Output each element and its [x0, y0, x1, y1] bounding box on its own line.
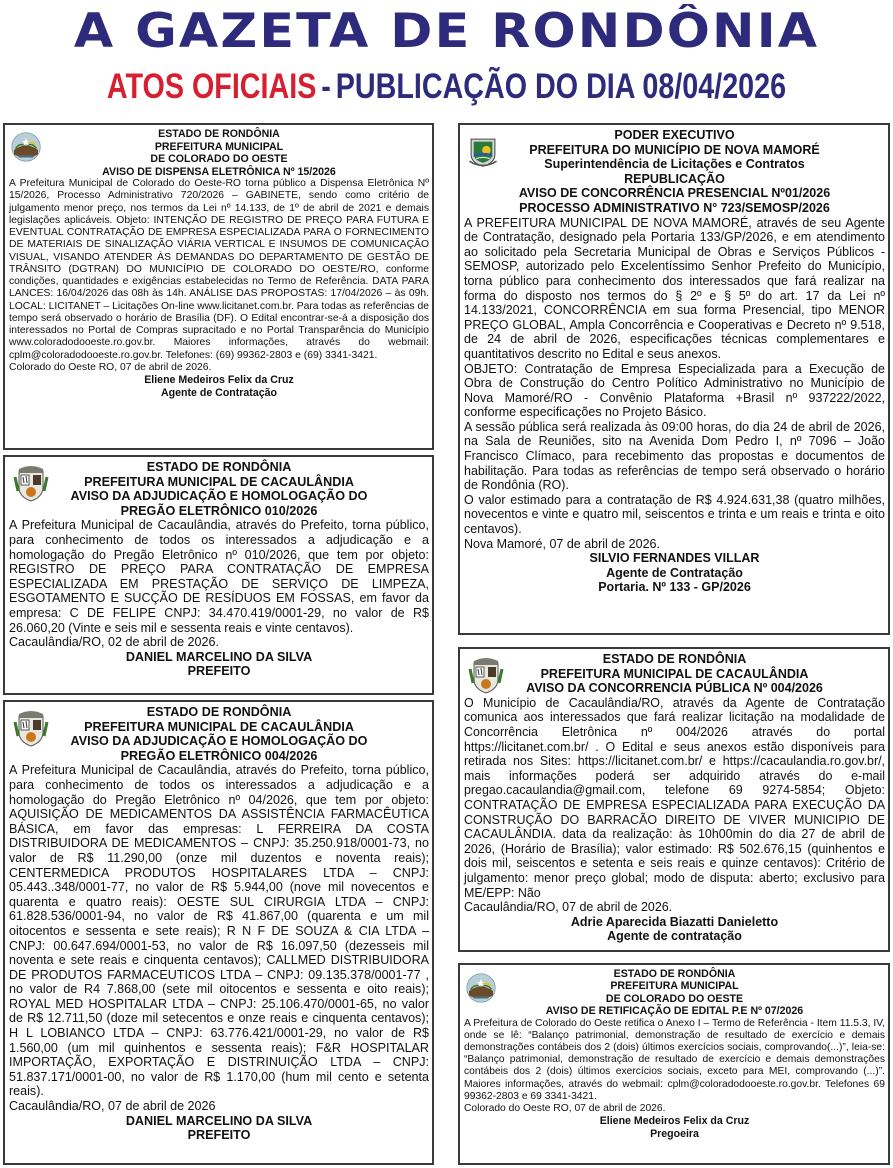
- signature-block: [464, 551, 885, 595]
- notice-date: Cacaulândia/RO, 07 de abril de 2026.: [464, 900, 673, 915]
- body-paragraph: A Prefeitura de Colorado do Oeste retifica o Anexo I – Termo de Referência - Item 11.5.3, IV, onde se lê: “Balanço patrimonial, demonstração de resultado de exercício e demais demonstrações contábeis dos 2 (dois) últimos exercícios sociais, comprovando(...)”, leia-se: “Balanço patrimonial, demonstração de resultado de exercício e demais demonstrações contábeis dos 2 (dois) últimos exercícios sociais, exceto para MEI, comprovando (...)”. Maiores informações, através do webmail: cplm@coloradodooeste.ro.gov.br. Telefones 69 99362-2803 e 69 3341-3421.: [464, 1017, 885, 1102]
- notice-title: PREGÃO ELETRÔNICO 004/2026: [120, 748, 318, 763]
- signatory-role: Agente de Contratação: [161, 386, 277, 399]
- signature-block: [9, 374, 429, 399]
- notice-date: Nova Mamoré, 07 de abril de 2026.: [464, 536, 660, 551]
- signatory-name: Adrie Aparecida Biazatti Danieletto: [570, 914, 779, 929]
- heading-line: ESTADO DE RONDÔNIA: [146, 460, 292, 474]
- body-paragraph: A PREFEITURA MUNICIPAL DE NOVA MAMORÉ, através de seu Agente de Contratação, designado pela Portaria 133/GP/2026, e em atendimento ao solicitado pela Secretaria Municipal de Obras e Serviços Públicos - SEMOSP, autorizado pelo Excelentíssimo Senhor Prefeito do Município, torna público para conhecimento dos interessados que fará realizar na forma do disposto nos termos do § 2º e § 5º do art. 17 da Lei nº 14.133/2021, CONCORRÊNCIA em sua forma Presencial, tipo MENOR PREÇO GLOBAL, Ampla Concorrência e Cooperativas e Decreto nº 9.518, de 24 de abril de 2026, especificações técnicas complementares e quantitativos descrito no Edital e seus anexos.: [464, 215, 885, 361]
- body-paragraph: A Prefeitura Municipal de Colorado do Oeste-RO torna público a Dispensa Eletrônica Nº 15/2026, Processo Administrativo 720/2026 – GABINETE, sendo como critério de julgamento menor preço, nos termos da Lei nº 14.133, de 1º de abril de 2021 e demais legislações aplicáveis. Objeto: INTENÇÃO DE REGISTRO DE PREÇO PARA FUTURA E EVENTUAL CONTRATAÇÃO DE EMPRESA ESPECIALIZADA PARA O FORNECIMENTO DE MATERIAIS DE SINALIZAÇÃO VIÁRIA VERTICAL E INSUMOS DE COMUNICAÇÃO VISUAL, VISANDO ATENDER ÀS DEMANDAS DO DEPARTAMENTO DE GESTÃO DE TRÂNSITO (DGTRAN) DO MUNICÍPIO DE COLORADO DO OESTE/RO, conforme condições, quantidades e exigências estabelecidas no Termo de Referência. DATA PARA LANCES: 16/04/2026 das 08h às 14h. ANÁLISE DAS PROPOSTAS: 17/04/2026 – às 09h. LOCAL: LICITANET – Licitações On-line www.licitanet.com.br. Para todas as referências de tempo será observado o horário de Brasília (DF). O Edital encontrar-se-á a disposição dos interessados no Portal de Compras supracitado e no Portal Transparência do Município www.coloradodooeste.ro.gov.br. Maiores informações, através do webmail: cplm@coloradodooeste.ro.gov.br. Telefones: (69) 99362-2803 e (69) 3341-3421.: [9, 178, 429, 361]
- section-label: ATOS OFICIAIS: [106, 67, 317, 106]
- signatory-role: PREFEITO: [187, 664, 251, 679]
- heading-line: PREFEITURA MUNICIPAL DE CACAULÂNDIA: [84, 474, 354, 489]
- heading-line: PREFEITURA MUNICIPAL DE CACAULÂNDIA: [84, 719, 354, 734]
- body-paragraph: O Município de Cacaulândia/RO, através da Agente de Contratação comunica aos interessados que fará realizar licitação na modalidade de Concorrência Eletrônica nº 004/2026 através do portal https://licitanet.com.br/ . O Edital e seus anexos estão disponíveis para retirada nos Sites: https://licitanet.com.br/ e https://cacaulandia.ro.gov.br/, mais informações poderá ser adquirido através do e-mail pregao.cacaulandia@gmail.com, telefone 69 9274-5854; Objeto: CONTRATAÇÃO DE EMPRESA ESPECIALIZADA PARA EXECUÇÃO DA CONSTRUÇÃO DO BARRACÃO DIREITO DE VIVER MUNICIPIO DE CACAULÂNDIA. data da realização: às 10h00min do dia 27 de abril de 2026, (Horário de Brasília); valor estimado: R$ 502.676,15 (quinhentos e dois mil, seiscentos e setenta e seis reais e quinze centavos): Critério de julgamento: menor preço global; modo de disputa: aberto; exclusivo para ME/EPP: Não: [464, 695, 885, 900]
- notice-title: AVISO DE DISPENSA ELETRÔNICA Nº 15/2026: [102, 165, 336, 178]
- signatory-name: Eliene Medeiros Felix da Cruz: [144, 374, 294, 386]
- signature-block: [9, 1114, 429, 1143]
- signatory-role: Agente de Contratação: [606, 565, 743, 580]
- notice-title: AVISO DA CONCORRENCIA PÚBLICA Nº 004/2026: [526, 681, 823, 696]
- heading-line: PREFEITURA MUNICIPAL: [610, 980, 739, 993]
- body-paragraph: O valor estimado para a contratação de R$ 4.924.631,38 (quatro milhões, novecentos e vinte e quatro mil, seiscentos e trinta e um reais e trinta e oito centavos).: [464, 492, 885, 537]
- notice-body: [464, 216, 885, 552]
- notice-body: [9, 763, 429, 1113]
- heading-line: ESTADO DE RONDÔNIA: [146, 705, 292, 719]
- heading-line: DE COLORADO DO OESTE: [150, 153, 288, 165]
- cacaulandia-crest-icon: [11, 463, 51, 503]
- notice-heading: [9, 705, 429, 763]
- colorado-do-oeste-crest-icon: [11, 132, 41, 162]
- notice-homologacao-004: [3, 700, 434, 1165]
- heading-line: PREFEITURA MUNICIPAL DE CACAULÂNDIA: [540, 666, 809, 681]
- body-paragraph: A Prefeitura Municipal de Cacaulândia, através do Prefeito, torna público, para conhecimento de todos os interessados a adjudicação e a homologação do Pregão Eletrônico nº 010/2026, que tem por objeto: REGISTRO DE PREÇO PARA CONTRATAÇÃO DE EMPRESA ESPECIALIZADA EM PRESTAÇÃO DE SERVIÇO DE LIMPEZA, ESGOTAMENTO E SUCÇÃO DE RESÍDUOS EM FOSSAS, em favor da empresa: C DE FELIPE CNPJ: 34.470.419/0001-29, no valor de R$ 26.060,20 (Vinte e seis mil e sessenta reais e vinte centavos).: [9, 518, 429, 635]
- notice-title: PREGÃO ELETRÔNICO 010/2026: [120, 503, 318, 518]
- heading-line: ESTADO DE RONDÔNIA: [158, 128, 280, 140]
- body-paragraph: A sessão pública será realizada às 09:00 horas, do dia 24 de abril de 2026, na Sala de Reuniões, sito na Avenida Dom Pedro I, nº 7096 – João Francisco Clímaco, para recebimento das propostas e documentos de habilitação. Para todas as referências de tempo será observado o horário de Rondônia (RO).: [464, 419, 885, 493]
- signature-block: [464, 1115, 885, 1140]
- notice-heading: [9, 128, 429, 178]
- newspaper-title: A GAZETA DE RONDÔNIA: [73, 4, 820, 59]
- notice-date: Colorado do Oeste RO, 07 de abril de 2026.: [9, 361, 212, 373]
- separator: -: [321, 67, 331, 106]
- heading-line: ESTADO DE RONDÔNIA: [613, 968, 736, 980]
- signatory-name: Eliene Medeiros Felix da Cruz: [599, 1115, 750, 1128]
- heading-line: Superintendência de Licitações e Contratos: [544, 157, 805, 172]
- heading-line: PREFEITURA MUNICIPAL: [154, 140, 284, 153]
- notice-dispensa-colorado: [3, 123, 434, 450]
- signatory-ordinance: Portaria. Nº 133 - GP/2026: [598, 580, 751, 595]
- heading-line: DE COLORADO DO OESTE: [605, 992, 744, 1005]
- masthead: [0, 0, 893, 118]
- notice-heading: [464, 128, 885, 216]
- heading-line: PODER EXECUTIVO: [614, 128, 735, 142]
- notice-homologacao-010: [3, 455, 434, 695]
- notice-body: [464, 1018, 885, 1116]
- heading-line: AVISO DA ADJUDICAÇÃO E HOMOLOGAÇÃO DO: [70, 489, 368, 504]
- notice-date: Cacaulândia/RO, 02 de abril de 2026.: [9, 635, 219, 650]
- signature-block: [464, 915, 885, 944]
- notice-date: Cacaulândia/RO, 07 de abril de 2026: [9, 1099, 216, 1114]
- notice-date: Colorado do Oeste RO, 07 de abril de 2026.: [464, 1103, 666, 1115]
- body-paragraph: A Prefeitura Municipal de Cacaulândia, através do Prefeito, torna público, para conhecimento de todos os interessados a adjudicação e a homologação do Pregão Eletrônico nº 04/2026, que tem por objeto: AQUISIÇÃO DE MEDICAMENTOS DA ASSISTÊNCIA FARMACÊUTICA BÁSICA, em favor das empresas: L FERREIRA DA COSTA DISTRIBUIDORA DE MEDICAMENTOS – CNPJ: 35.250.918/0001-73, no valor de R$ 11.290,00 (onze mil duzentos e noventa reais); CENTERMEDICA PRODUTOS HOSPITALARES LTDA – CNPJ: 05.443..348/0001-77, no valor de R$ 5.944,00 (nove mil novecentos e quarenta e quatro reais): OESTE SUL CIRURGIA LTDA – CNPJ: 61.828.536/0001-94, no valor de R$ 41.867,00 (quarenta e um mil oitocentos e sessenta e sete reais); R N F DE SOUZA & CIA LTDA – CNPJ: 00.647.694/0001-53, no valor de R$ 16.097,50 (dezesseis mil noventa e sete reais e cinquenta centavos); CALLMED DISTRIBUIDORA DE PRODUTOS FARMACEUTICOS LTDA – CNPJ: 09.135.378/0001-77 , no valor de R4 7.868,00 (sete mil oitocentos e sessenta e oito reais); ROYAL MED HOSPITALAR LTDA – CNPJ: 25.106.470/0001-65, no valor de R$ 12.711,50 (doze mil setecentos e onze reais e cinquenta centavos); H L LOBIANCO LTDA – CNPJ: 63.776.421/0001-29, no valor de R$ 1.560,00 (um mil quinhentos e sessenta reais); F&R HOSPITALAR IMPORTAÇÃO, EXPORTAÇÃO E DISTRINUIÇÃO LTDA – CNPJ: 51.837.171/0001-00, no valor de R$ 1.170,00 (hum mil cento e setenta reais).: [9, 763, 429, 1099]
- signatory-role: PREFEITO: [187, 1128, 251, 1143]
- notice-heading: [464, 968, 885, 1018]
- body-paragraph: OBJETO: Contratação de Empresa Especializada para a Execução de Obra de Construção do Centro Político Administrativo no Município de Nova Mamoré/RO - Convênio Plataforma +Brasil nº 937222/2022, conforme especificações no Projeto Básico.: [464, 361, 885, 420]
- signatory-name: DANIEL MARCELINO DA SILVA: [125, 1113, 313, 1128]
- nova-mamore-crest-icon: [466, 133, 500, 169]
- notice-concorrencia-nova-mamore: [458, 123, 890, 635]
- publication-date: PUBLICAÇÃO DO DIA 08/04/2026: [335, 67, 787, 106]
- colorado-do-oeste-crest-icon: [466, 973, 496, 1003]
- notice-body: [9, 518, 429, 649]
- signatory-role: Agente de contratação: [607, 929, 742, 944]
- signature-block: [9, 650, 429, 679]
- notice-heading: [9, 460, 429, 518]
- signatory-role: Pregoeira: [650, 1127, 699, 1140]
- notice-process: PROCESSO ADMINISTRATIVO N° 723/SEMOSP/2026: [519, 200, 830, 215]
- notice-title: AVISO DE CONCORRÊNCIA PRESENCIAL Nº01/2026: [518, 186, 831, 201]
- notice-title: AVISO DE RETIFICAÇÃO DE EDITAL P.E Nº 07/2026: [545, 1005, 804, 1018]
- heading-line: PREFEITURA DO MUNICÍPIO DE NOVA MAMORÉ: [529, 142, 820, 157]
- signatory-name: DANIEL MARCELINO DA SILVA: [125, 649, 313, 664]
- signatory-name: SILVIO FERNANDES VILLAR: [589, 551, 760, 566]
- cacaulandia-crest-icon: [466, 655, 506, 695]
- notice-heading: [464, 652, 885, 696]
- publication-line: [80, 62, 812, 112]
- cacaulandia-crest-icon: [11, 708, 51, 748]
- heading-line: AVISO DA ADJUDICAÇÃO E HOMOLOGAÇÃO DO: [70, 734, 368, 749]
- notice-concorrencia-cacaulandia: [458, 647, 890, 952]
- notice-body: [464, 696, 885, 915]
- notice-body: [9, 178, 429, 374]
- heading-line: REPUBLICAÇÃO: [624, 171, 725, 186]
- notice-retificacao-colorado: [458, 963, 890, 1165]
- heading-line: ESTADO DE RONDÔNIA: [602, 652, 747, 666]
